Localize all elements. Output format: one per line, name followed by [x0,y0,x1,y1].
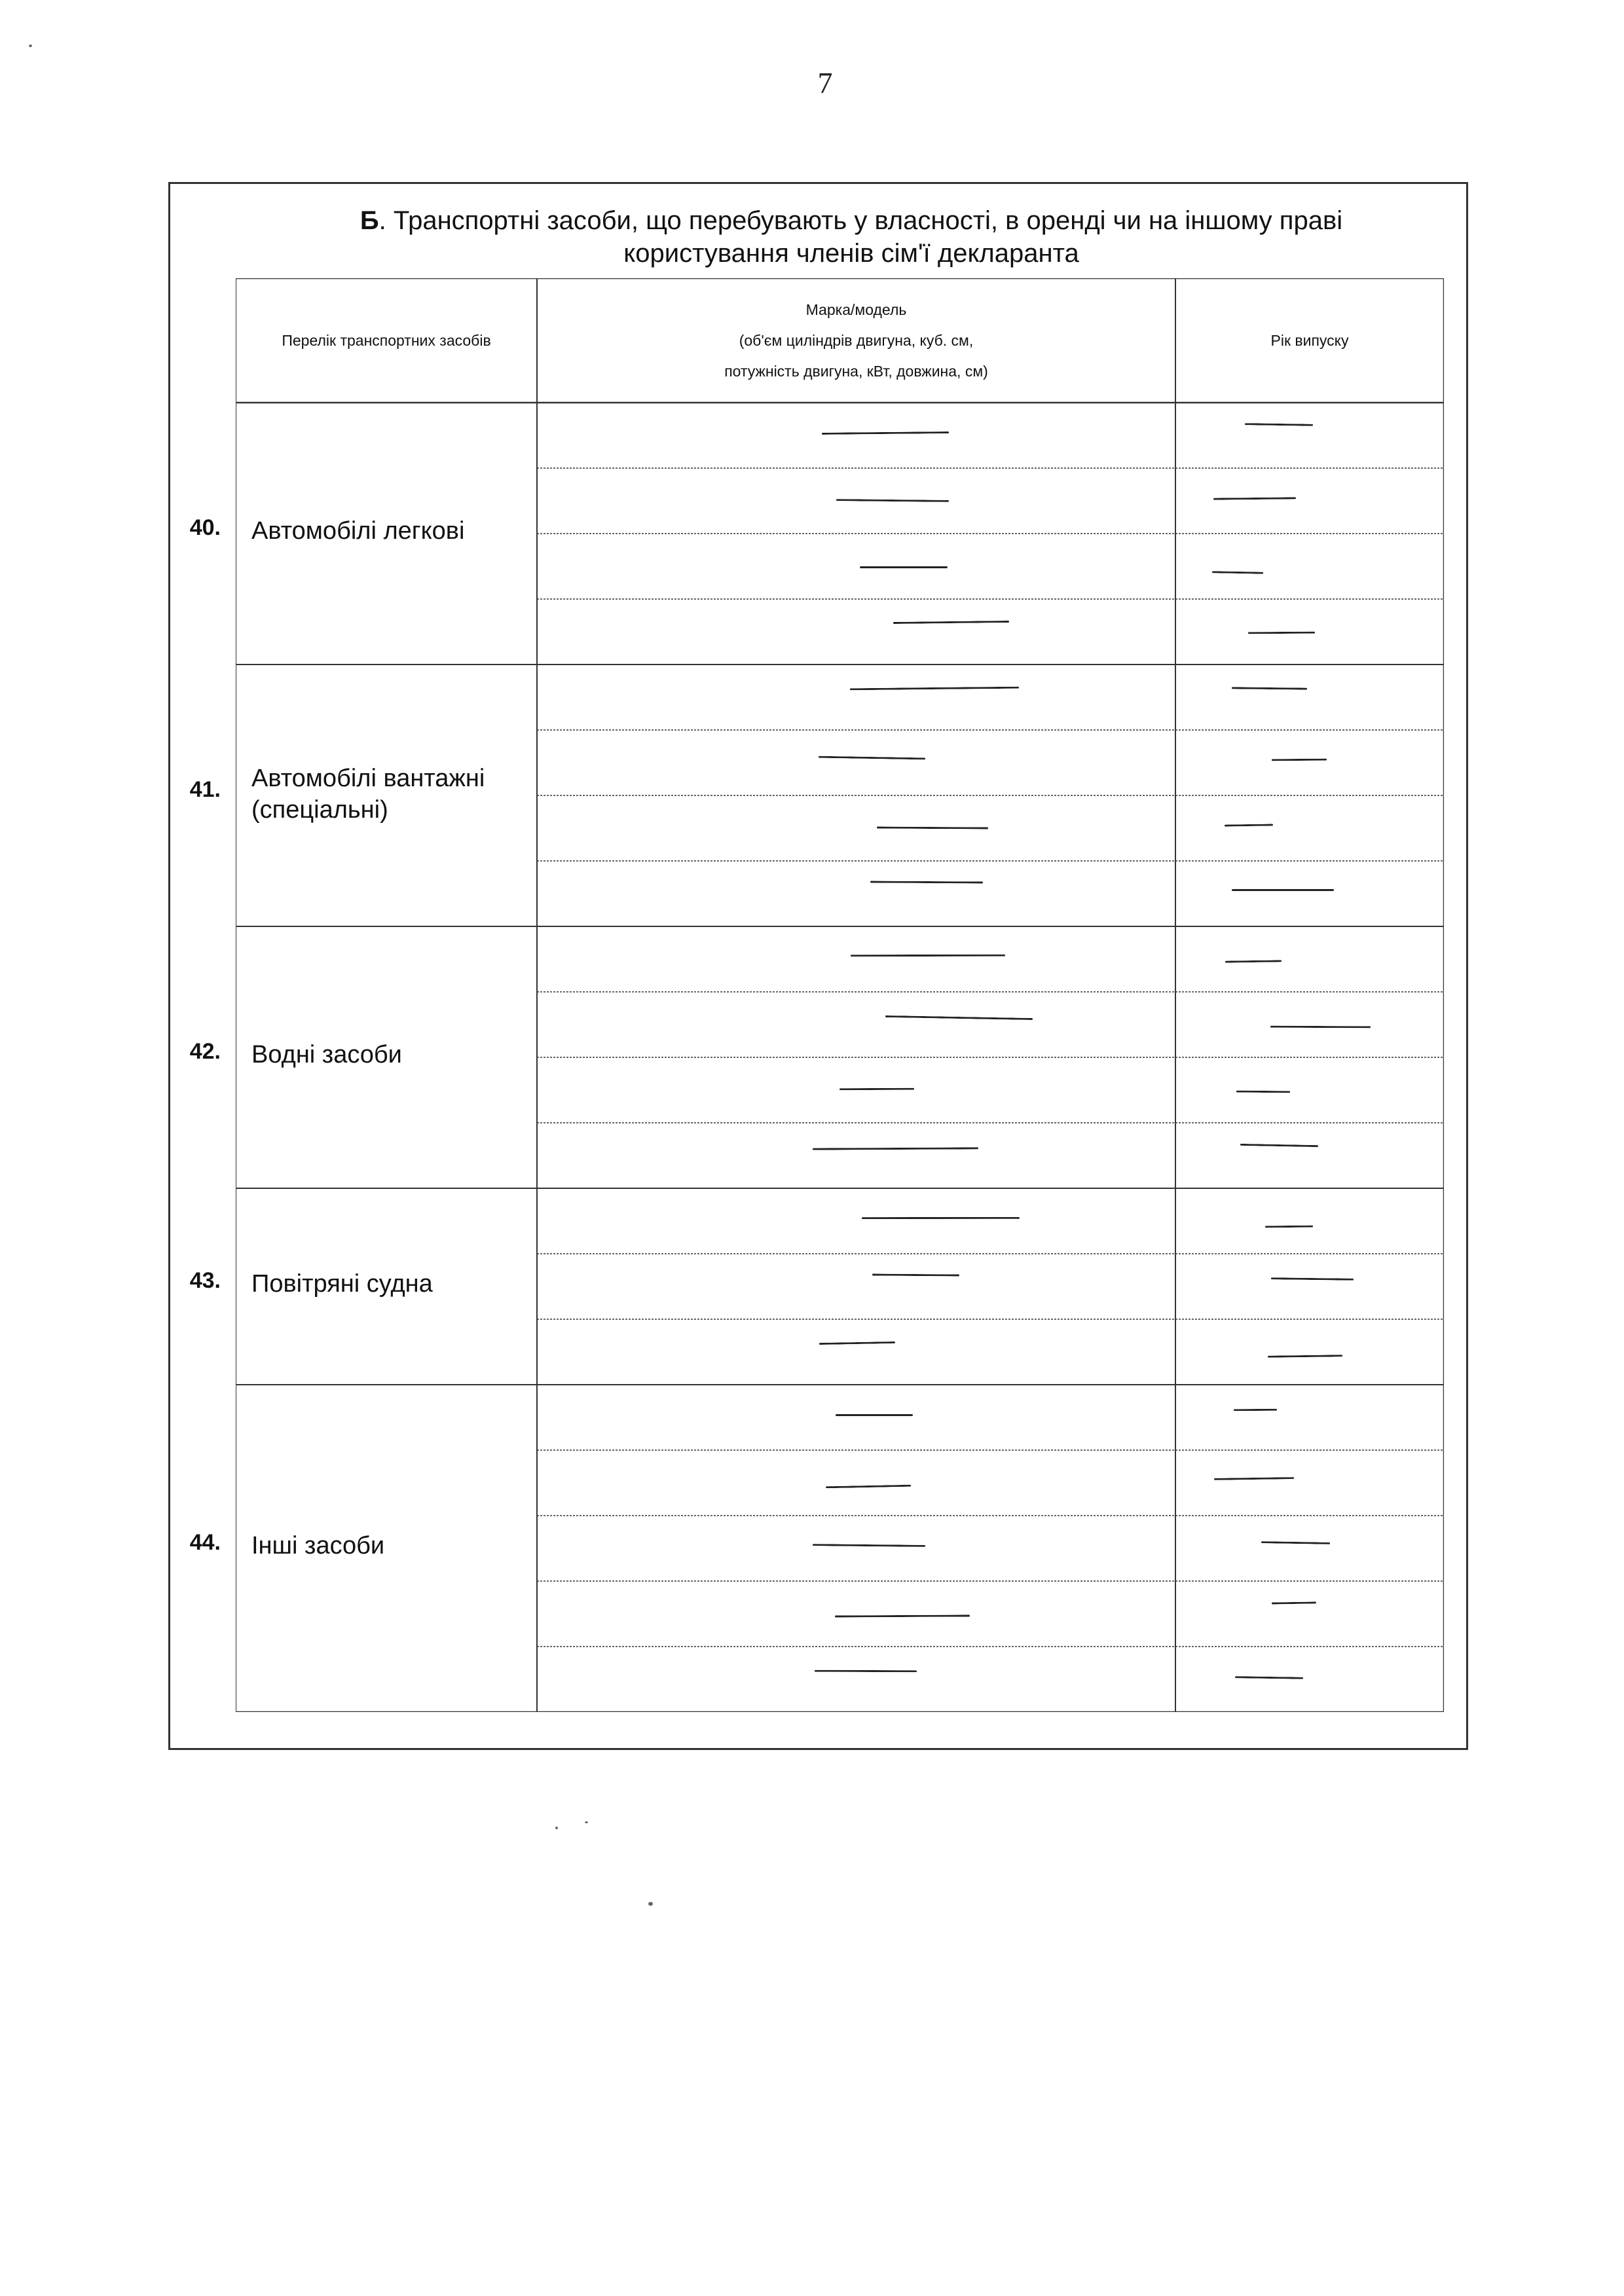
year-cell-dash [1236,1090,1290,1093]
section-label-line1: Автомобілі легкові [251,517,465,545]
section-label-line2: (спеціальні) [251,796,388,824]
year-cell-dash [1265,1226,1313,1228]
header-make-model [537,278,1175,403]
section-label [251,1039,526,1070]
section-label-line1: Водні засоби [251,1041,402,1068]
model-cell-dash [815,1669,917,1672]
section-number: 40. [189,515,221,540]
section-label-line1: Повітряні судна [251,1270,433,1298]
section-label-line1: Інші засоби [251,1532,385,1559]
header-year-of-manufacture [1175,278,1444,403]
year-cell-dash [1225,824,1273,826]
section-label [251,1530,526,1561]
year-cell-dash [1234,1409,1277,1412]
section-label [251,1268,526,1300]
header-list-text: Перелік транспортних засобів [282,331,491,349]
scan-speck [555,1827,558,1829]
section-title-line1 [275,204,1428,237]
model-cell-dash [872,1273,959,1276]
section-title-line2: користування членів сім'ї декларанта [623,239,1079,268]
model-cell-dash [835,1614,970,1617]
vehicles-table [189,278,1444,1712]
section-number: 42. [189,1039,221,1064]
section-title [275,204,1428,270]
model-cell-dash [862,1217,1020,1219]
section-label [251,763,526,826]
header-model-line1: Марка/модель [805,301,907,318]
year-cell-dash [1232,687,1307,689]
page-number: 7 [817,66,833,100]
section-title-text: . Транспортні засоби, що перебувають у власності, в оренді чи на іншому праві [378,206,1343,235]
section-number: 43. [189,1268,221,1293]
section-letter: Б [360,206,379,235]
section-label-line1: Автомобілі вантажні [251,765,485,792]
scan-speck [648,1902,653,1906]
section-number: 44. [189,1530,221,1555]
header-model-line3: потужність двигуна, кВт, довжина, см) [724,362,988,380]
section-label [251,515,526,547]
scan-speck [585,1821,588,1823]
model-cell-dash [836,1414,913,1416]
header-list-of-vehicles [236,278,537,403]
model-cell-dash [840,1087,914,1090]
year-cell-dash [1232,889,1334,891]
section-number: 41. [189,777,221,802]
scan-speck [29,45,32,47]
header-year-text: Рік випуску [1270,331,1349,349]
header-model-line2: (об'єм циліндрів двигуна, куб. см, [739,331,974,349]
table-grid-lines [236,278,1444,1712]
model-cell-dash [860,566,948,568]
